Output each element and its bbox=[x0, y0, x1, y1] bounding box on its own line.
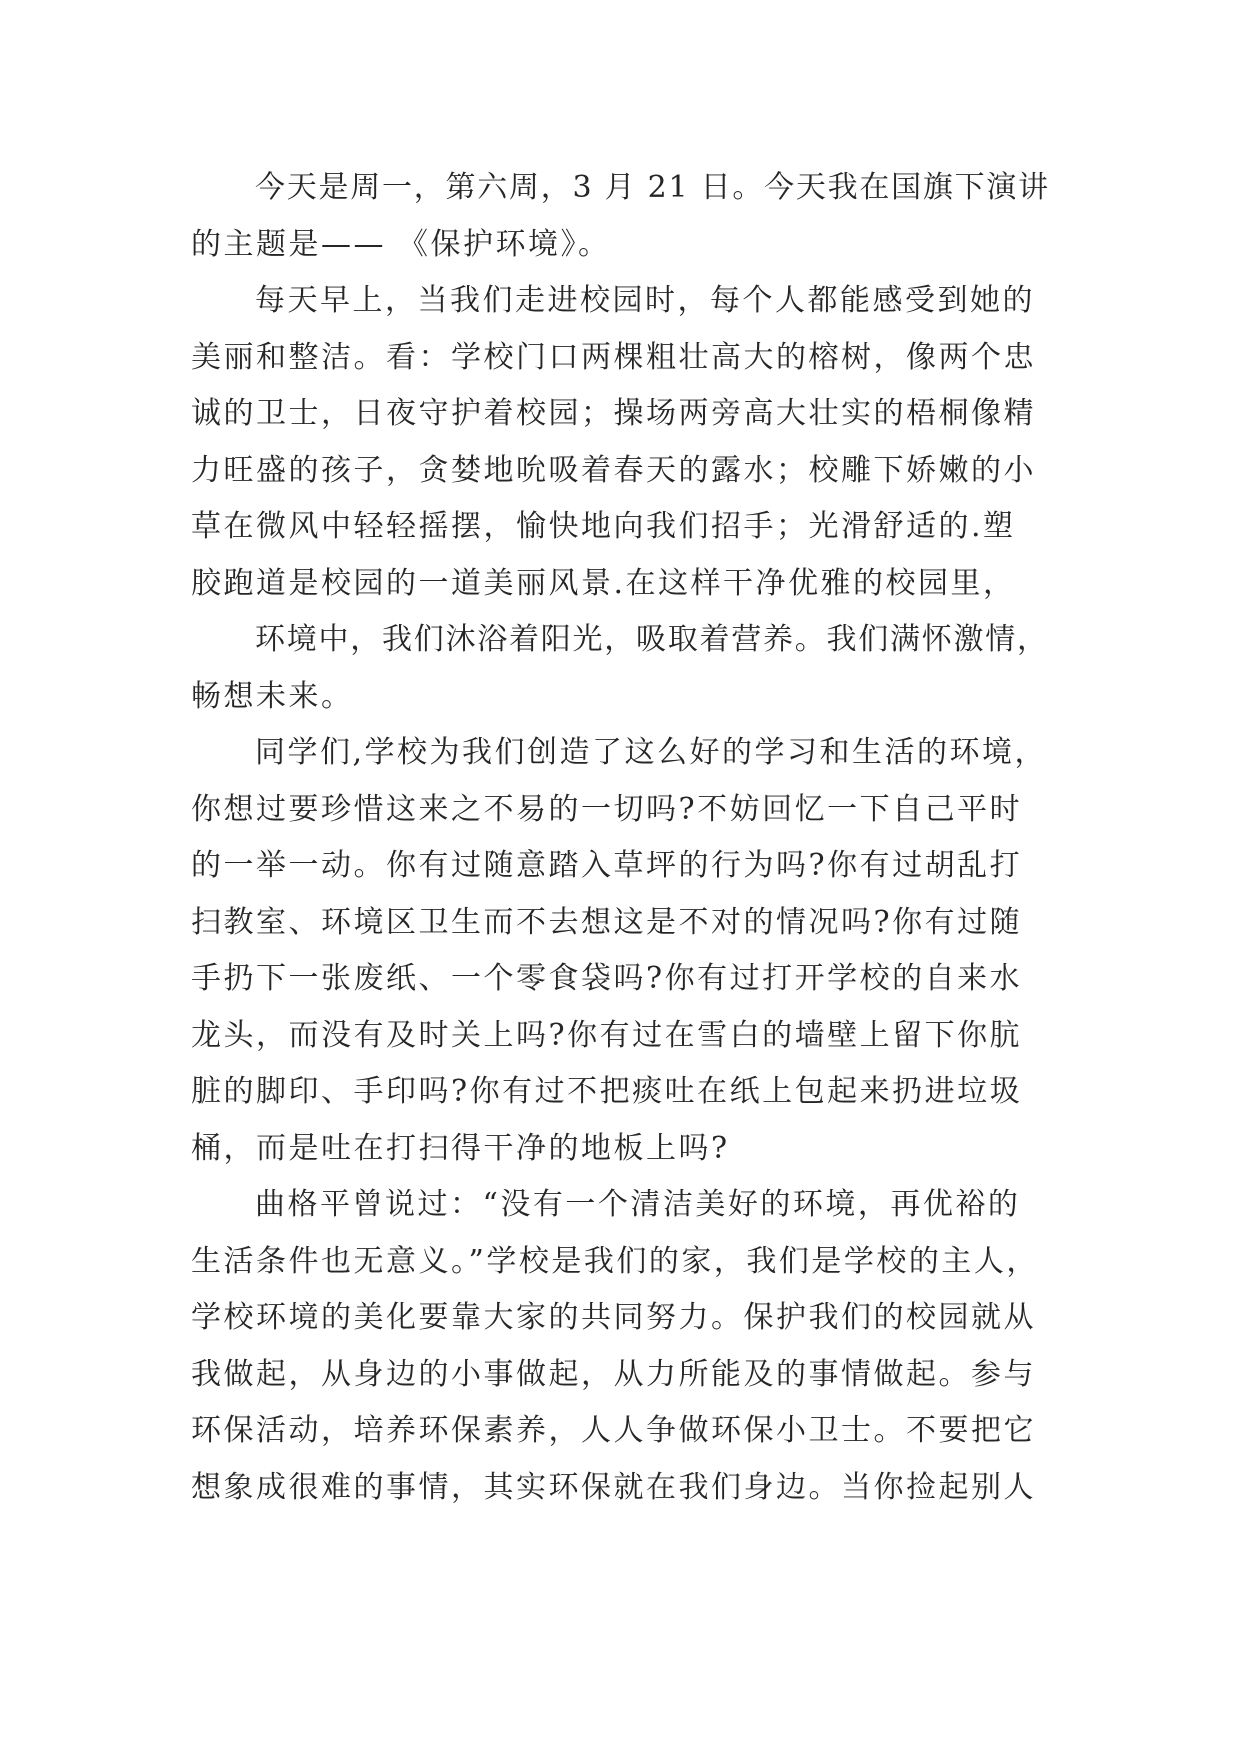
text-line: 草在微风中轻轻摇摆，愉快地向我们招手；光滑舒适的.塑 bbox=[191, 509, 1016, 544]
text-line: 同学们,学校为我们创造了这么好的学习和生活的环境， bbox=[255, 735, 1048, 770]
text-line: 的一举一动。你有过随意踏入草坪的行为吗?你有过胡乱打 bbox=[191, 848, 1023, 883]
text-line: 胶跑道是校园的一道美丽风景.在这样干净优雅的校园里， bbox=[191, 565, 1016, 601]
text-line: 扫教室、环境区卫生而不去想这是不对的情况吗?你有过随 bbox=[191, 904, 1023, 940]
text-line: 曲格平曾说过：“没有一个清洁美好的环境，再优裕的 bbox=[255, 1187, 1021, 1222]
text-line: 龙头，而没有及时关上吗?你有过在雪白的墙壁上留下你肮 bbox=[191, 1017, 1023, 1053]
text-line: 脏的脚印、手印吗?你有过不把痰吐在纸上包起来扔进垃圾 bbox=[191, 1074, 1023, 1109]
text-line: 每天早上，当我们走进校园时，每个人都能感受到她的 bbox=[255, 283, 1035, 318]
text-line: 的主题是—— 《保护环境》。 bbox=[191, 226, 611, 262]
text-line: 你想过要珍惜这来之不易的一切吗?不妨回忆一下自己平时 bbox=[191, 791, 1023, 827]
text-line: 力旺盛的孩子，贪婪地吮吸着春天的露水；校雕下娇嫩的小 bbox=[191, 452, 1036, 488]
speech-text bbox=[191, 160, 1053, 1516]
text-line: 桶，而是吐在打扫得干净的地板上吗? bbox=[191, 1130, 730, 1166]
text-line: 生活条件也无意义。”学校是我们的家，我们是学校的主人， bbox=[191, 1243, 1039, 1279]
text-line: 诚的卫士，日夜守护着校园；操场两旁高大壮实的梧桐像精 bbox=[191, 396, 1036, 431]
text-line: 我做起，从身边的小事做起，从力所能及的事情做起。参与 bbox=[191, 1356, 1036, 1392]
text-line: 今天是周一，第六周，3 月 21 日。今天我在国旗下演讲 bbox=[255, 170, 1050, 205]
text-line: 学校环境的美化要靠大家的共同努力。保护我们的校园就从 bbox=[191, 1300, 1036, 1335]
text-line: 美丽和整洁。看：学校门口两棵粗壮高大的榕树，像两个忠 bbox=[191, 339, 1036, 375]
text-line: 环境中，我们沐浴着阳光，吸取着营养。我们满怀激情， bbox=[255, 622, 1049, 657]
text-line: 手扔下一张废纸、一个零食袋吗?你有过打开学校的自来水 bbox=[191, 961, 1023, 996]
text-line: 畅想未来。 bbox=[191, 678, 354, 714]
text-line: 环保活动，培养环保素养，人人争做环保小卫士。不要把它 bbox=[191, 1413, 1036, 1448]
text-line: 想象成很难的事情，其实环保就在我们身边。当你捡起别人 bbox=[191, 1469, 1036, 1505]
